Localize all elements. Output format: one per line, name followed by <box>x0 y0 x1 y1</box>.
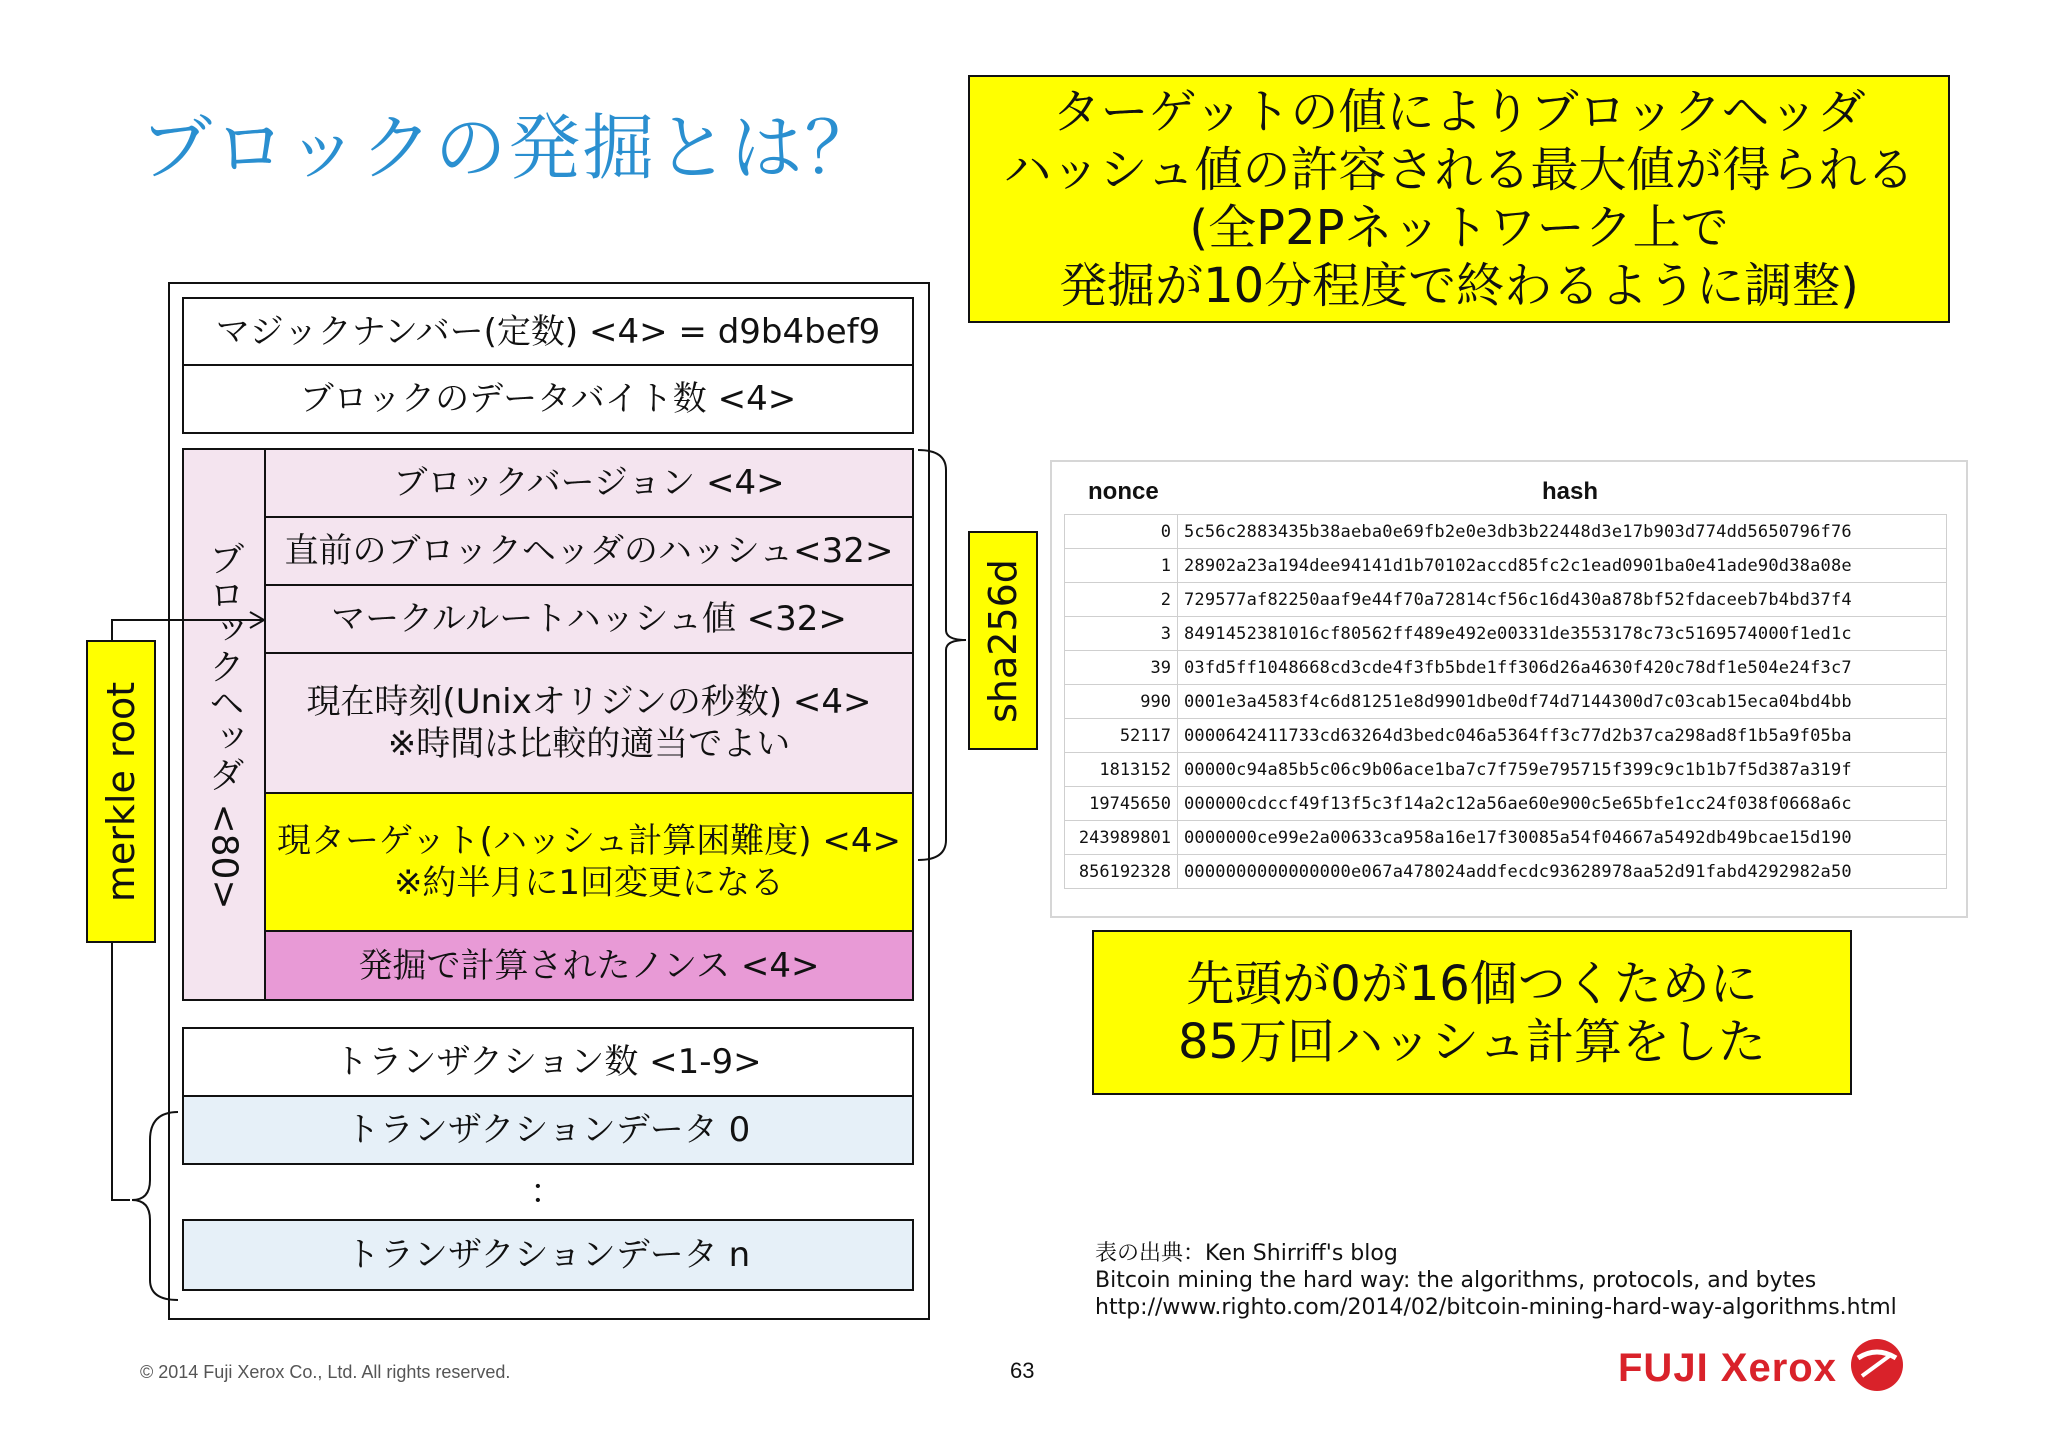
table-row <box>1065 651 1947 685</box>
nonce-cell: 19745650 <box>1065 787 1178 821</box>
merkle-root-label: merkle root <box>99 681 144 902</box>
hash-cell: 0000000000000000e067a478024addfecdc93628978aa52d91fabd4292982a50 <box>1178 855 1947 889</box>
nonce-cell: 1 <box>1065 549 1178 583</box>
block-header-label: ブロックヘッダ <80> <box>182 448 266 1001</box>
hash-cell: 00000c94a85b5c06c9b06ace1ba7c7f759e795715f399c9c1b1b7f5d387a319f <box>1178 753 1947 787</box>
table-row <box>1065 821 1947 855</box>
table-row <box>1065 617 1947 651</box>
nonce-cell: 39 <box>1065 651 1178 685</box>
target-note-line: ハッシュ値の許容される最大値が得られる <box>1003 142 1915 198</box>
table-row <box>1065 583 1947 617</box>
target-note-sub: ※約半月に1回変更になる <box>393 863 785 903</box>
result-note-line: 85万回ハッシュ計算をした <box>1177 1013 1767 1070</box>
table-row <box>1065 685 1947 719</box>
hash-cell: 5c56c2883435b38aeba0e69fb2e0e3db3b22448d3e17b903d774dd5650796f76 <box>1178 515 1947 549</box>
timestamp-note: ※時間は比較的適当でよい <box>387 724 791 764</box>
hash-table <box>1064 514 1947 889</box>
sha256d-label: sha256d <box>981 558 1026 723</box>
result-note <box>1092 930 1852 1095</box>
copyright-text: © 2014 Fuji Xerox Co., Ltd. All rights reserved. <box>140 1362 511 1382</box>
hash-column-header: hash <box>1542 478 1599 505</box>
merkle-arrow-line <box>112 620 262 640</box>
hash-cell: 729577af82250aaf9e44f70a72814cf56c16d430a878bf52fdaceeb7b4bd37f4 <box>1178 583 1947 617</box>
hash-cell: 28902a23a194dee94141d1b70102accd85fc2c1ead0901ba0e41ade90d38a08e <box>1178 549 1947 583</box>
source-line-1: 表の出典：Ken Shirriff's blog <box>1095 1241 1398 1266</box>
hash-cell: 0000642411733cd63264d3bedc046a5364ff3c77d2b37ca298ad8f1b5a9f05ba <box>1178 719 1947 753</box>
tx-count-label: トランザクション数 <1-9> <box>334 1042 762 1082</box>
nonce-cell: 3 <box>1065 617 1178 651</box>
target-note-line: 発掘が10分程度で終わるように調整) <box>1059 258 1859 314</box>
fuji-xerox-logo: FUJI Xerox <box>1618 1346 1837 1390</box>
nonce-cell: 1813152 <box>1065 753 1178 787</box>
prev-hash-label: 直前のブロックヘッダのハッシュ<32> <box>284 531 894 571</box>
hash-table-panel <box>1050 460 1968 918</box>
hash-cell: 03fd5ff1048668cd3cde4f3fb5bde1ff306d26a4630f420c78df1e504e24f3c7 <box>1178 651 1947 685</box>
source-line-3: http://www.righto.com/2014/02/bitcoin-mining-hard-way-algorithms.html <box>1095 1295 1897 1320</box>
result-note-line: 先頭が0が16個つくために <box>1186 955 1758 1012</box>
target-note-line: (全P2Pネットワーク上で <box>1189 200 1729 256</box>
table-row <box>1065 515 1947 549</box>
nonce-cell: 52117 <box>1065 719 1178 753</box>
tx-ellipsis: ： <box>530 1172 564 1212</box>
block-size-label: ブロックのデータバイト数 <4> <box>299 379 797 419</box>
block-version-label: ブロックバージョン <4> <box>393 463 785 503</box>
table-row <box>1065 753 1947 787</box>
source-line-2: Bitcoin mining the hard way: the algorithms, protocols, and bytes <box>1095 1268 1817 1293</box>
target-label: 現ターゲット(ハッシュ計算困難度) <4> <box>277 821 901 861</box>
hash-cell: 0000000ce99e2a00633ca958a16e17f30085a54f04667a5492db49bcae15d190 <box>1178 821 1947 855</box>
page-number: 63 <box>1010 1358 1035 1383</box>
source-citation <box>1095 1240 1897 1321</box>
nonce-cell: 856192328 <box>1065 855 1178 889</box>
target-note-line: ターゲットの値によりブロックヘッダ <box>1052 84 1866 140</box>
merkle-down-line <box>112 943 130 1200</box>
nonce-label: 発掘で計算されたノンス <4> <box>358 945 820 986</box>
nonce-cell: 2 <box>1065 583 1178 617</box>
table-row <box>1065 787 1947 821</box>
table-row <box>1065 855 1947 889</box>
nonce-cell: 0 <box>1065 515 1178 549</box>
header-brace <box>918 450 966 860</box>
nonce-cell: 243989801 <box>1065 821 1178 855</box>
timestamp-label: 現在時刻(Unixオリジンの秒数) <4> <box>306 682 872 722</box>
hash-cell: 000000cdccf49f13f5c3f14a2c12a56ae60e900c5e65bfe1cc24f038f0668a6c <box>1178 787 1947 821</box>
tx-data-0-label: トランザクションデータ 0 <box>345 1110 751 1150</box>
hash-cell: 0001e3a4583f4c6d81251e8d9901dbe0df74d7144300d7c03cab15eca04bd4bb <box>1178 685 1947 719</box>
table-row <box>1065 549 1947 583</box>
magic-number-label: マジックナンバー(定数) <4> = d9b4bef9 <box>215 311 881 352</box>
table-row <box>1065 719 1947 753</box>
hash-cell: 8491452381016cf80562ff489e492e00331de3553178c73c5169574000f1ed1c <box>1178 617 1947 651</box>
merkle-hash-label: マークルルートハッシュ値 <32> <box>331 599 847 639</box>
tx-brace <box>132 1112 178 1300</box>
nonce-cell: 990 <box>1065 685 1178 719</box>
slide-title: ブロックの発掘とは？ <box>140 106 879 190</box>
tx-data-n-label: トランザクションデータ n <box>345 1235 751 1275</box>
nonce-column-header: nonce <box>1088 478 1159 505</box>
xerox-sphere-icon <box>1848 1336 1906 1394</box>
